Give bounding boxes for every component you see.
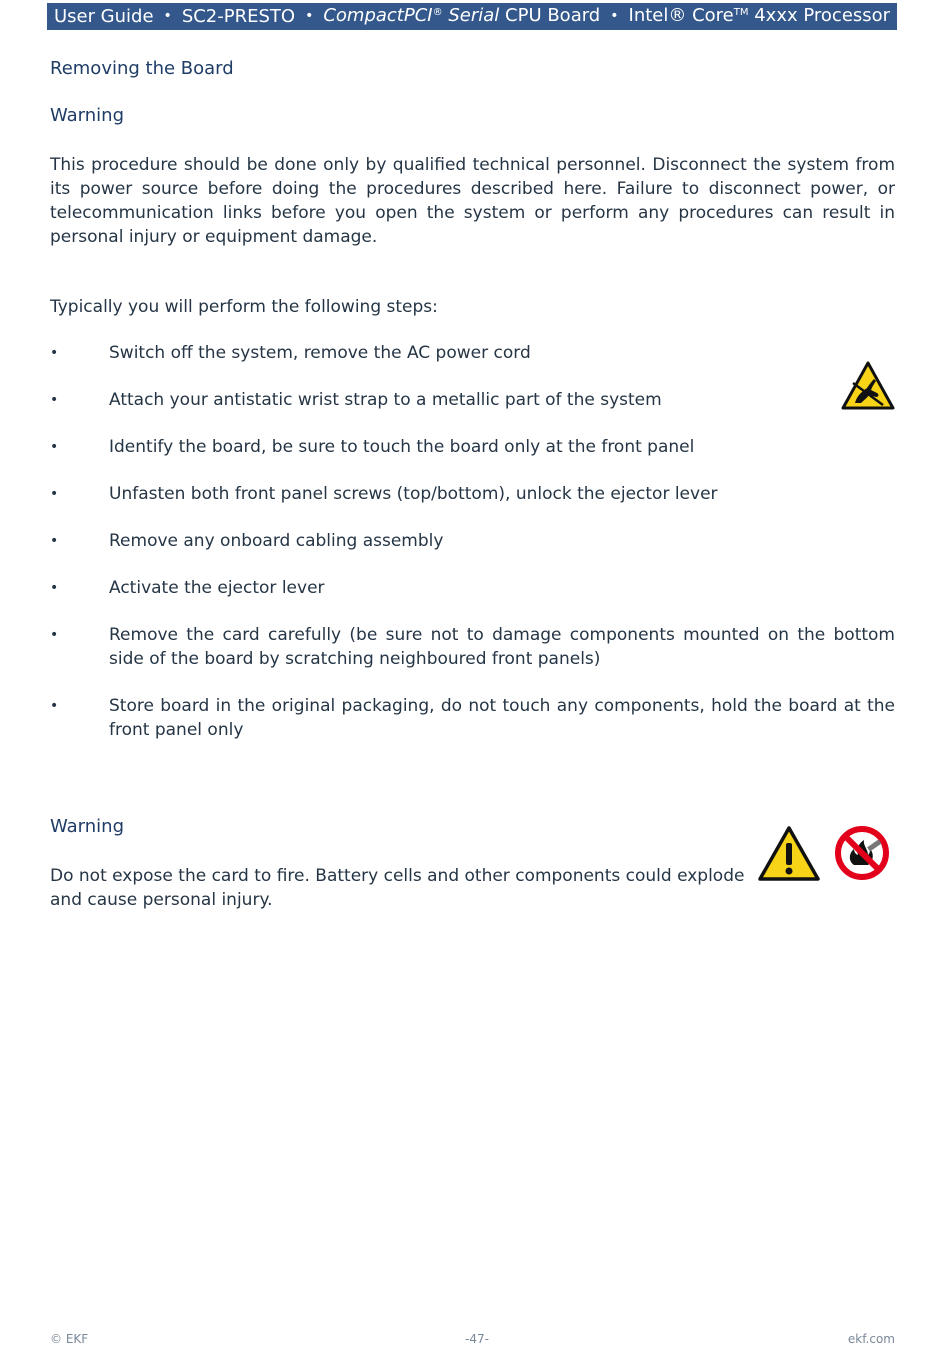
header-processor-series: 4xxx Processor [754,4,891,26]
footer-page-number: -47- [465,1332,489,1346]
step-text: Remove the card carefully (be sure not to damage components mounted on the bottom side of the board by scratching neighboured front panels) [109,625,895,669]
list-item [50,388,895,412]
header-board-type [323,2,600,32]
warning-heading-fire: Warning [50,816,125,837]
steps-intro: Typically you will perform the following steps: [50,297,438,317]
general-warning-icon [757,825,821,883]
header-processor [629,2,891,32]
header-separator: • [163,8,172,24]
step-text: Store board in the original packaging, do not touch any components, hold the board at the front panel only [109,696,895,740]
warning-heading: Warning [50,105,125,126]
footer-copyright: © EKF [50,1332,89,1346]
header-compactpci: CompactPCI [323,4,433,26]
step-text: Unfasten both front panel screws (top/bottom), unlock the ejector lever [109,484,718,504]
bullet: • [50,392,59,408]
bullet: • [50,533,59,549]
header-serial: Serial [448,4,500,26]
page-header [47,3,897,30]
header-cpu-board: CPU Board [505,4,601,26]
step-text: Switch off the system, remove the AC power cord [109,343,531,363]
header-separator: • [305,8,314,24]
step-text: Identify the board, be sure to touch the board only at the front panel [109,437,695,457]
header-separator: • [610,8,619,24]
bullet: • [50,345,59,361]
footer-website: ekf.com [847,1332,895,1346]
bullet: • [50,580,59,596]
list-item [50,623,895,671]
step-text: Attach your antistatic wrist strap to a metallic part of the system [109,390,662,410]
step-text: Remove any onboard cabling assembly [109,531,444,551]
list-item [50,576,895,600]
no-open-flame-icon [834,825,890,881]
bullet: • [50,439,59,455]
esd-warning-icon [841,361,895,411]
section-title: Removing the Board [50,58,234,79]
header-product: SC2-PRESTO [181,6,296,27]
list-item [50,341,895,365]
list-item [50,435,895,459]
list-item [50,694,895,742]
header-registered: ® [432,6,443,18]
list-item [50,482,895,506]
header-intel-core: Intel® Core [628,4,734,26]
fire-warning-text: Do not expose the card to fire. Battery cells and other components could explode and cause personal injury. [50,866,745,910]
warning-text: This procedure should be done only by qualified technical personnel. Disconnect the system from its power source before doing the procedures described here. Failure to disconnect power, or telecommunication links before you open the system or perform any procedures can result in personal injury or equipment damage. [50,155,895,247]
list-item [50,529,895,553]
header-user-guide: User Guide [53,6,154,27]
bullet: • [50,486,59,502]
bullet: • [50,698,59,714]
bullet: • [50,627,59,643]
steps-list [50,341,895,765]
header-tm: TM [733,6,749,18]
step-text: Activate the ejector lever [109,578,325,598]
